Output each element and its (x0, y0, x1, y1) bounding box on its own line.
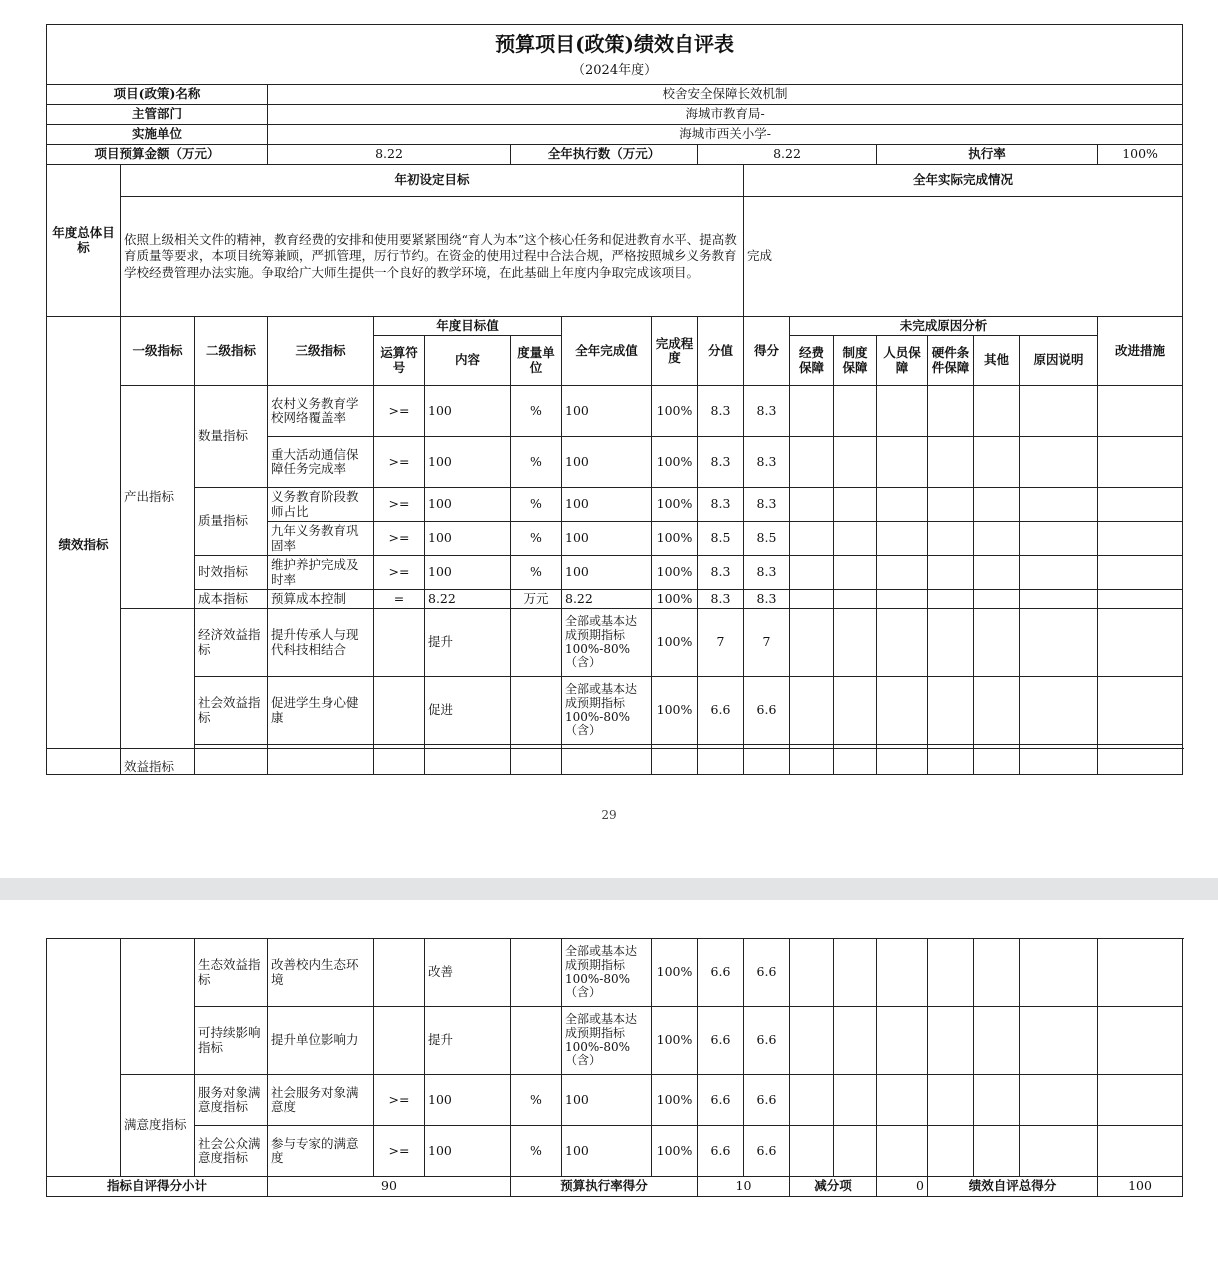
content-cell: 100 (425, 488, 511, 522)
degree-cell: 100% (652, 437, 698, 488)
empty-cell (928, 590, 974, 609)
unit-cell: % (511, 522, 562, 556)
group-benefit: 效益指标 (121, 609, 195, 775)
col-target: 年度目标值 (374, 317, 562, 336)
op-cell: = (374, 590, 425, 609)
degree-cell: 100% (652, 609, 698, 677)
empty-cell (1098, 1007, 1183, 1075)
empty-cell (928, 1007, 974, 1075)
subtotal-label: 指标自评得分小计 (47, 1177, 268, 1197)
empty-cell (268, 745, 374, 775)
empty-cell (1098, 939, 1183, 1007)
empty-cell (877, 677, 928, 745)
score-cell: 8.3 (744, 437, 790, 488)
group-ecological: 生态效益指标 (195, 939, 268, 1007)
empty-cell (790, 939, 834, 1007)
op-cell (374, 609, 425, 677)
empty-cell (877, 488, 928, 522)
col-score: 得分 (744, 317, 790, 386)
empty-cell (877, 1007, 928, 1075)
col-r6: 原因说明 (1020, 336, 1098, 386)
table-row (47, 1126, 1183, 1177)
actual-cell: 全部或基本达成预期指标100%-80%（含） (562, 1007, 652, 1075)
executed-value: 8.22 (698, 145, 877, 165)
executed-label: 全年执行数（万元） (511, 145, 698, 165)
empty-cell (1098, 1075, 1183, 1126)
indicator-name: 维护养护完成及时率 (268, 556, 374, 590)
table-page-2-clip (46, 938, 1184, 1199)
col-op: 运算符号 (374, 336, 425, 386)
actual-cell: 100 (562, 522, 652, 556)
indicator-name: 农村义务教育学校网络覆盖率 (268, 386, 374, 437)
empty-cell (790, 386, 834, 437)
unit-cell: % (511, 1075, 562, 1126)
empty-cell (790, 1126, 834, 1177)
empty-cell (1020, 522, 1098, 556)
empty-cell (928, 745, 974, 775)
unit-cell (511, 609, 562, 677)
empty-cell (834, 609, 877, 677)
indicator-name: 促进学生身心健康 (268, 677, 374, 745)
content-cell: 提升 (425, 609, 511, 677)
content-cell: 100 (425, 437, 511, 488)
op-cell: >= (374, 437, 425, 488)
unit-cell (511, 677, 562, 745)
score-cell: 8.3 (744, 488, 790, 522)
degree-cell: 100% (652, 488, 698, 522)
total-label: 绩效自评总得分 (928, 1177, 1098, 1197)
actual-cell: 100 (562, 488, 652, 522)
unit-cell: % (511, 437, 562, 488)
indicator-name: 重大活动通信保障任务完成率 (268, 437, 374, 488)
unit-cell: % (511, 1126, 562, 1177)
degree-cell: 100% (652, 556, 698, 590)
empty-cell (877, 386, 928, 437)
empty-cell (1098, 1126, 1183, 1177)
group-quantity: 数量指标 (195, 386, 268, 488)
unit-cell: 万元 (511, 590, 562, 609)
table-row (47, 1007, 1183, 1075)
empty-cell (974, 522, 1020, 556)
unit-cell: % (511, 488, 562, 522)
empty-cell (1020, 609, 1098, 677)
exec-score-label: 预算执行率得分 (511, 1177, 698, 1197)
rate-label: 执行率 (877, 145, 1098, 165)
empty-cell (877, 609, 928, 677)
op-cell: >= (374, 1075, 425, 1126)
content-cell: 促进 (425, 677, 511, 745)
empty-cell (877, 1075, 928, 1126)
weight-cell: 8.3 (698, 437, 744, 488)
empty-cell (928, 386, 974, 437)
unit-cell (511, 1007, 562, 1075)
empty-cell (511, 745, 562, 775)
degree-cell: 100% (652, 386, 698, 437)
empty-cell (834, 556, 877, 590)
col-l1: 一级指标 (121, 317, 195, 386)
empty-cell (1098, 590, 1183, 609)
empty-cell (974, 437, 1020, 488)
table-row (47, 556, 1183, 590)
weight-cell: 6.6 (698, 1126, 744, 1177)
empty-cell (698, 745, 744, 775)
page-title: 预算项目(政策)绩效自评表 (47, 25, 1183, 61)
unit-value: 海城市西关小学- (268, 125, 1183, 145)
subtotal-value: 90 (268, 1177, 511, 1197)
degree-cell: 100% (652, 677, 698, 745)
rate-value: 100% (1098, 145, 1183, 165)
total-value: 100 (1098, 1177, 1183, 1197)
content-cell: 100 (425, 386, 511, 437)
empty-cell (1020, 488, 1098, 522)
unit-cell: % (511, 556, 562, 590)
empty-cell (834, 488, 877, 522)
dept-label: 主管部门 (47, 105, 268, 125)
col-r3: 人员保障 (877, 336, 928, 386)
degree-cell: 100% (652, 1075, 698, 1126)
empty-cell (928, 609, 974, 677)
empty-cell (1020, 1126, 1098, 1177)
score-cell: 6.6 (744, 939, 790, 1007)
empty-cell (425, 745, 511, 775)
table-row (47, 590, 1183, 609)
col-unit: 度量单位 (511, 336, 562, 386)
empty-cell (928, 437, 974, 488)
score-cell: 6.6 (744, 677, 790, 745)
project-name-label: 项目(政策)名称 (47, 85, 268, 105)
actual-cell: 100 (562, 386, 652, 437)
summary-row (47, 1177, 1183, 1197)
indicator-name: 参与专家的满意度 (268, 1126, 374, 1177)
score-cell: 8.5 (744, 522, 790, 556)
empty-cell (1098, 522, 1183, 556)
empty-cell (974, 1007, 1020, 1075)
empty-cell (974, 590, 1020, 609)
empty-cell (1098, 745, 1183, 775)
weight-cell: 8.3 (698, 488, 744, 522)
empty-cell (1020, 1075, 1098, 1126)
indicator-name: 提升传承人与现代科技相结合 (268, 609, 374, 677)
empty-cell (790, 488, 834, 522)
empty-cell (974, 488, 1020, 522)
weight-cell: 8.5 (698, 522, 744, 556)
col-r2: 制度保障 (834, 336, 877, 386)
table-row (47, 745, 1183, 775)
group-economic: 经济效益指标 (195, 609, 268, 677)
empty-cell (834, 939, 877, 1007)
indicator-name: 改善校内生态环境 (268, 939, 374, 1007)
empty-cell (974, 1075, 1020, 1126)
col-weight: 分值 (698, 317, 744, 386)
empty-cell (928, 522, 974, 556)
group-satisfaction: 满意度指标 (121, 1075, 195, 1177)
table-row (47, 1075, 1183, 1126)
empty-cell (47, 939, 121, 1177)
empty-cell (1098, 437, 1183, 488)
empty-cell (744, 745, 790, 775)
col-r1: 经费保障 (790, 336, 834, 386)
weight-cell: 6.6 (698, 1075, 744, 1126)
empty-cell (1098, 556, 1183, 590)
content-cell: 100 (425, 1075, 511, 1126)
col-r4: 硬件条件保障 (928, 336, 974, 386)
col-l3: 三级指标 (268, 317, 374, 386)
indicator-name: 义务教育阶段教师占比 (268, 488, 374, 522)
empty-cell (974, 745, 1020, 775)
table-row (47, 609, 1183, 677)
score-cell: 6.6 (744, 1075, 790, 1126)
indicator-name: 社会服务对象满意度 (268, 1075, 374, 1126)
initial-goal-header: 年初设定目标 (121, 165, 744, 197)
empty-cell (374, 745, 425, 775)
page-gap (0, 878, 1218, 900)
weight-cell: 8.3 (698, 590, 744, 609)
empty-cell (877, 939, 928, 1007)
empty-cell (790, 1007, 834, 1075)
actual-cell: 100 (562, 437, 652, 488)
table-row (47, 488, 1183, 522)
page-number: 29 (601, 808, 617, 822)
score-cell: 7 (744, 609, 790, 677)
empty-cell (1020, 1007, 1098, 1075)
empty-cell (928, 677, 974, 745)
score-cell: 8.3 (744, 556, 790, 590)
actual-cell: 100 (562, 1126, 652, 1177)
exec-score-value: 10 (698, 1177, 790, 1197)
content-cell: 100 (425, 1126, 511, 1177)
actual-completion-text: 完成 (744, 197, 1183, 317)
actual-cell: 100 (562, 556, 652, 590)
performance-table-page-1 (46, 24, 1183, 775)
annual-goal-label: 年度总体目标 (47, 165, 121, 317)
empty-cell (562, 745, 652, 775)
group-service-sat: 服务对象满意度指标 (195, 1075, 268, 1126)
empty-cell (834, 745, 877, 775)
group-quality: 质量指标 (195, 488, 268, 556)
empty-cell (974, 1126, 1020, 1177)
perf-indicator-label: 绩效指标 (47, 317, 121, 775)
empty-cell (877, 556, 928, 590)
empty-cell (834, 590, 877, 609)
empty-cell (790, 745, 834, 775)
op-cell: >= (374, 556, 425, 590)
weight-cell: 6.6 (698, 677, 744, 745)
weight-cell: 6.6 (698, 939, 744, 1007)
weight-cell: 8.3 (698, 556, 744, 590)
actual-cell: 全部或基本达成预期指标100%-80%（含） (562, 677, 652, 745)
performance-table-page-2 (46, 938, 1183, 1197)
op-cell: >= (374, 386, 425, 437)
empty-cell (877, 1126, 928, 1177)
op-cell (374, 939, 425, 1007)
indicator-name: 提升单位影响力 (268, 1007, 374, 1075)
empty-cell (790, 677, 834, 745)
empty-cell (790, 522, 834, 556)
empty-cell (928, 939, 974, 1007)
empty-cell (1098, 677, 1183, 745)
empty-cell (1020, 556, 1098, 590)
content-cell: 100 (425, 522, 511, 556)
empty-cell (928, 1075, 974, 1126)
indicator-name: 九年义务教育巩固率 (268, 522, 374, 556)
empty-cell (1020, 590, 1098, 609)
empty-cell (877, 590, 928, 609)
empty-cell (877, 437, 928, 488)
table-row (47, 939, 1183, 1007)
empty-cell (790, 609, 834, 677)
deduct-value: 0 (877, 1177, 928, 1197)
empty-cell (1098, 609, 1183, 677)
empty-cell (974, 386, 1020, 437)
initial-goal-text: 依照上级相关文件的精神，教育经费的安排和使用要紧紧围绕“育人为本”这个核心任务和促进教育水平、提高教育质量等要求，本项目统筹兼顾，严抓管理，厉行节约。在资金的使用过程中合法合规，严格按照城乡义务教育学校经费管理办法实施。争取给广大师生提供一个良好的教学环境，在此基础上年度内争取完成该项目。 (121, 197, 744, 317)
empty-cell (1020, 386, 1098, 437)
group-social: 社会效益指标 (195, 677, 268, 745)
indicator-name: 预算成本控制 (268, 590, 374, 609)
empty-cell (834, 522, 877, 556)
unit-cell (511, 939, 562, 1007)
degree-cell: 100% (652, 1007, 698, 1075)
empty-cell (1020, 939, 1098, 1007)
table-row (47, 677, 1183, 745)
project-name: 校舍安全保障长效机制 (268, 85, 1183, 105)
group-output: 产出指标 (121, 386, 195, 609)
col-degree: 完成程度 (652, 317, 698, 386)
op-cell: >= (374, 488, 425, 522)
empty-cell (834, 677, 877, 745)
degree-cell: 100% (652, 522, 698, 556)
weight-cell: 6.6 (698, 1007, 744, 1075)
group-cost: 成本指标 (195, 590, 268, 609)
weight-cell: 7 (698, 609, 744, 677)
empty-cell (652, 745, 698, 775)
empty-cell (1020, 677, 1098, 745)
empty-cell (928, 1126, 974, 1177)
score-cell: 8.3 (744, 590, 790, 609)
actual-cell: 8.22 (562, 590, 652, 609)
empty-cell (834, 386, 877, 437)
group-timeliness: 时效指标 (195, 556, 268, 590)
empty-cell (1020, 745, 1098, 775)
col-r5: 其他 (974, 336, 1020, 386)
empty-cell (790, 1075, 834, 1126)
content-cell: 改善 (425, 939, 511, 1007)
col-actual: 全年完成值 (562, 317, 652, 386)
content-cell: 100 (425, 556, 511, 590)
dept-value: 海城市教育局- (268, 105, 1183, 125)
degree-cell: 100% (652, 590, 698, 609)
unit-cell: % (511, 386, 562, 437)
weight-cell: 8.3 (698, 386, 744, 437)
col-content: 内容 (425, 336, 511, 386)
empty-cell (790, 437, 834, 488)
score-cell: 8.3 (744, 386, 790, 437)
empty-cell (928, 556, 974, 590)
empty-cell (974, 939, 1020, 1007)
actual-cell: 全部或基本达成预期指标100%-80%（含） (562, 609, 652, 677)
empty-cell (834, 437, 877, 488)
deduct-label: 减分项 (790, 1177, 877, 1197)
empty-cell (834, 1007, 877, 1075)
unit-label: 实施单位 (47, 125, 268, 145)
degree-cell: 100% (652, 939, 698, 1007)
empty-cell (877, 522, 928, 556)
empty-cell (974, 677, 1020, 745)
budget-value: 8.22 (268, 145, 511, 165)
table-row (47, 386, 1183, 437)
empty-cell (790, 556, 834, 590)
table-page-1-clip (46, 24, 1184, 774)
budget-label: 项目预算金额（万元） (47, 145, 268, 165)
col-l2: 二级指标 (195, 317, 268, 386)
op-cell: >= (374, 522, 425, 556)
empty-cell (928, 488, 974, 522)
op-cell (374, 677, 425, 745)
empty-cell (1098, 488, 1183, 522)
col-improve: 改进措施 (1098, 317, 1183, 386)
group-public-sat: 社会公众满意度指标 (195, 1126, 268, 1177)
empty-cell (974, 556, 1020, 590)
empty-cell (877, 745, 928, 775)
content-cell: 提升 (425, 1007, 511, 1075)
degree-cell: 100% (652, 1126, 698, 1177)
empty-cell (1020, 437, 1098, 488)
empty-cell (121, 939, 195, 1075)
op-cell: >= (374, 1126, 425, 1177)
empty-cell (974, 609, 1020, 677)
year-label: （2024年度） (47, 61, 1183, 85)
empty-cell (195, 745, 268, 775)
actual-completion-header: 全年实际完成情况 (744, 165, 1183, 197)
empty-cell (834, 1126, 877, 1177)
op-cell (374, 1007, 425, 1075)
score-cell: 6.6 (744, 1007, 790, 1075)
empty-cell (1098, 386, 1183, 437)
actual-cell: 全部或基本达成预期指标100%-80%（含） (562, 939, 652, 1007)
actual-cell: 100 (562, 1075, 652, 1126)
score-cell: 6.6 (744, 1126, 790, 1177)
empty-cell (790, 590, 834, 609)
col-reason: 未完成原因分析 (790, 317, 1098, 336)
empty-cell (834, 1075, 877, 1126)
group-sustainable: 可持续影响指标 (195, 1007, 268, 1075)
content-cell: 8.22 (425, 590, 511, 609)
